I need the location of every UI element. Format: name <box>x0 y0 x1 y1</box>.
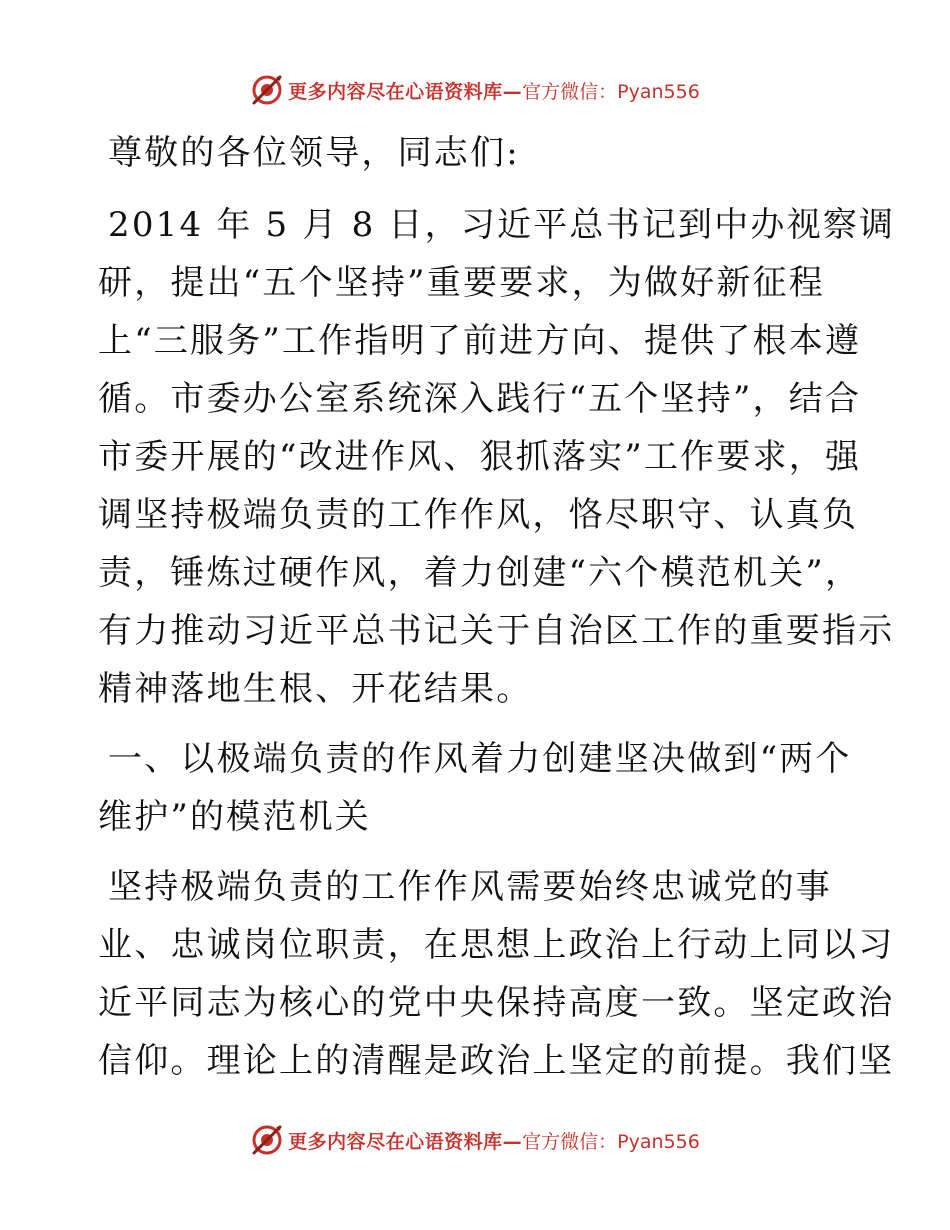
section-heading-1 <box>98 730 858 846</box>
salutation: 尊敬的各位领导，同志们: <box>108 133 520 173</box>
header-banner <box>0 70 950 110</box>
footer-banner <box>0 1120 950 1160</box>
paragraph-2 <box>98 858 895 1090</box>
heading-line: 维护”的模范机关 <box>98 797 371 837</box>
paragraph-line: 市委开展的“改进作风、狠抓落实”工作要求，强 <box>98 437 862 477</box>
paragraph-line: 调坚持极端负责的工作作风，恪尽职守、认真负 <box>98 495 859 535</box>
banner-contact: 官方微信：Pyan556 <box>522 1130 700 1153</box>
paragraph-line: 责，锤炼过硬作风，着力创建“六个模范机关”， <box>98 553 862 593</box>
paragraph-line: 精神落地生根、开花结果。 <box>98 669 533 709</box>
paragraph-line: 上“三服务”工作指明了前进方向、提供了根本遵 <box>98 321 862 361</box>
paragraph-line: 近平同志为核心的党中央保持高度一致。坚定政治 <box>98 983 895 1023</box>
document-body <box>98 124 896 1090</box>
logo-icon <box>250 73 284 107</box>
paragraph-line: 业、忠诚岗位职责，在思想上政治上行动上同以习 <box>98 925 895 965</box>
paragraph-line: 研，提出“五个坚持”重要要求，为做好新征程 <box>98 263 825 303</box>
paragraph-line: 有力推动习近平总书记关于自治区工作的重要指示 <box>98 611 895 651</box>
paragraph-line: 坚持极端负责的工作作风需要始终忠诚党的事 <box>108 867 832 907</box>
banner-contact: 官方微信：Pyan556 <box>522 80 700 103</box>
paragraph-line: 2014 年 5 月 8 日，习近平总书记到中办视察调 <box>108 205 896 245</box>
heading-line: 一、以极端负责的作风着力创建坚决做到“两个 <box>108 739 852 779</box>
paragraph-1 <box>98 196 896 718</box>
logo-icon <box>250 1123 284 1157</box>
paragraph-line: 信仰。理论上的清醒是政治上坚定的前提。我们坚 <box>98 1041 895 1081</box>
banner-text: 更多内容尽在心语资料库— <box>288 80 523 103</box>
banner-text: 更多内容尽在心语资料库— <box>288 1130 523 1153</box>
paragraph-line: 循。市委办公室系统深入践行“五个坚持”，结合 <box>98 379 862 419</box>
